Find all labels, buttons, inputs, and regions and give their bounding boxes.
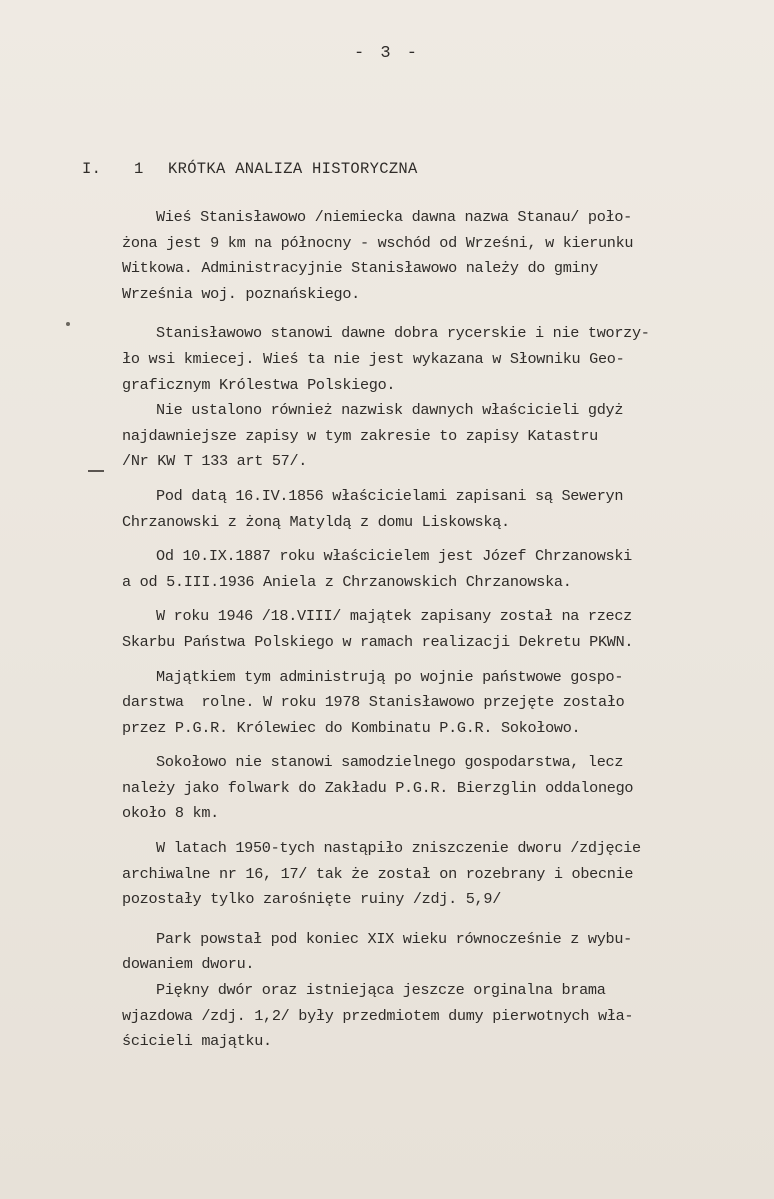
text-line: Piękny dwór oraz istniejąca jeszcze orginalna brama [156,981,606,1000]
paragraph [122,484,762,535]
paragraph [122,978,762,1055]
text-line: Stanisławowo stanowi dawne dobra rycerskie i nie tworzy- [156,324,650,343]
page-number: - 3 - [353,44,420,63]
document-body [122,205,762,1055]
text-line: Września woj. poznańskiego. [122,284,360,303]
text-line: około 8 km. [122,804,219,823]
text-line: Od 10.IX.1887 roku właścicielem jest Józef Chrzanowski [156,547,632,566]
paragraph [122,205,762,307]
section-heading [82,160,418,178]
text-line: ło wsi kmiecej. Wieś ta nie jest wykazana w Słowniku Geo- [122,349,625,368]
section-subnumber: 1 [134,160,144,178]
paragraph [122,544,762,595]
paragraph [122,927,762,978]
text-line: W roku 1946 /18.VIII/ majątek zapisany został na rzecz [156,607,632,626]
paragraph [122,836,762,913]
paragraph [122,321,762,398]
text-line: Wieś Stanisławowo /niemiecka dawna nazwa Stanau/ poło- [156,208,632,226]
text-line: Sokołowo nie stanowi samodzielnego gospodarstwa, lecz [156,753,624,772]
text-line: należy jako folwark do Zakładu P.G.R. Bierzglin oddalonego [122,778,634,797]
paragraph [122,750,762,827]
text-line: dowaniem dworu. [122,955,255,974]
text-line: darstwa rolne. W roku 1978 Stanisławowo przejęte zostało [122,693,625,712]
margin-dash [88,470,104,472]
paragraph [122,604,762,655]
text-line: przez P.G.R. Królewiec do Kombinatu P.G.R. Sokołowo. [122,718,581,737]
paragraph [122,398,762,475]
text-line: Witkowa. Administracyjnie Stanisławowo należy do gminy [122,259,598,278]
text-line: W latach 1950-tych nastąpiło zniszczenie dworu /zdjęcie [156,839,641,858]
text-line: Pod datą 16.IV.1856 właścicielami zapisani są Seweryn [156,486,624,505]
text-line: ścicieli majątku. [122,1032,272,1051]
text-line: archiwalne nr 16, 17/ tak że został on rozebrany i obecnie [122,864,634,883]
text-line: Park powstał pod koniec XIX wieku równocześnie z wybu- [156,929,632,948]
paragraph [122,665,762,742]
text-line: najdawniejsze zapisy w tym zakresie to zapisy Katastru [122,426,598,445]
margin-dot [66,322,70,326]
text-line: Majątkiem tym administrują po wojnie państwowe gospo- [156,667,624,686]
section-number: I. [82,160,102,178]
text-line: Nie ustalono również nazwisk dawnych właścicieli gdyż [156,401,624,420]
text-line: żona jest 9 km na północny - wschód od Wrześni, w kierunku [122,233,634,252]
text-line: a od 5.III.1936 Aniela z Chrzanowskich Chrzanowska. [122,572,572,591]
text-line: Chrzanowski z żoną Matyldą z domu Liskowską. [122,512,510,531]
text-line: /Nr KW T 133 art 57/. [122,452,308,471]
text-line: graficznym Królestwa Polskiego. [122,375,396,394]
text-line: wjazdowa /zdj. 1,2/ były przedmiotem dumy pierwotnych wła- [122,1006,634,1025]
text-line: Skarbu Państwa Polskiego w ramach realizacji Dekretu PKWN. [122,632,634,651]
section-title: KRÓTKA ANALIZA HISTORYCZNA [168,160,418,178]
text-line: pozostały tylko zarośnięte ruiny /zdj. 5,9/ [122,890,502,909]
